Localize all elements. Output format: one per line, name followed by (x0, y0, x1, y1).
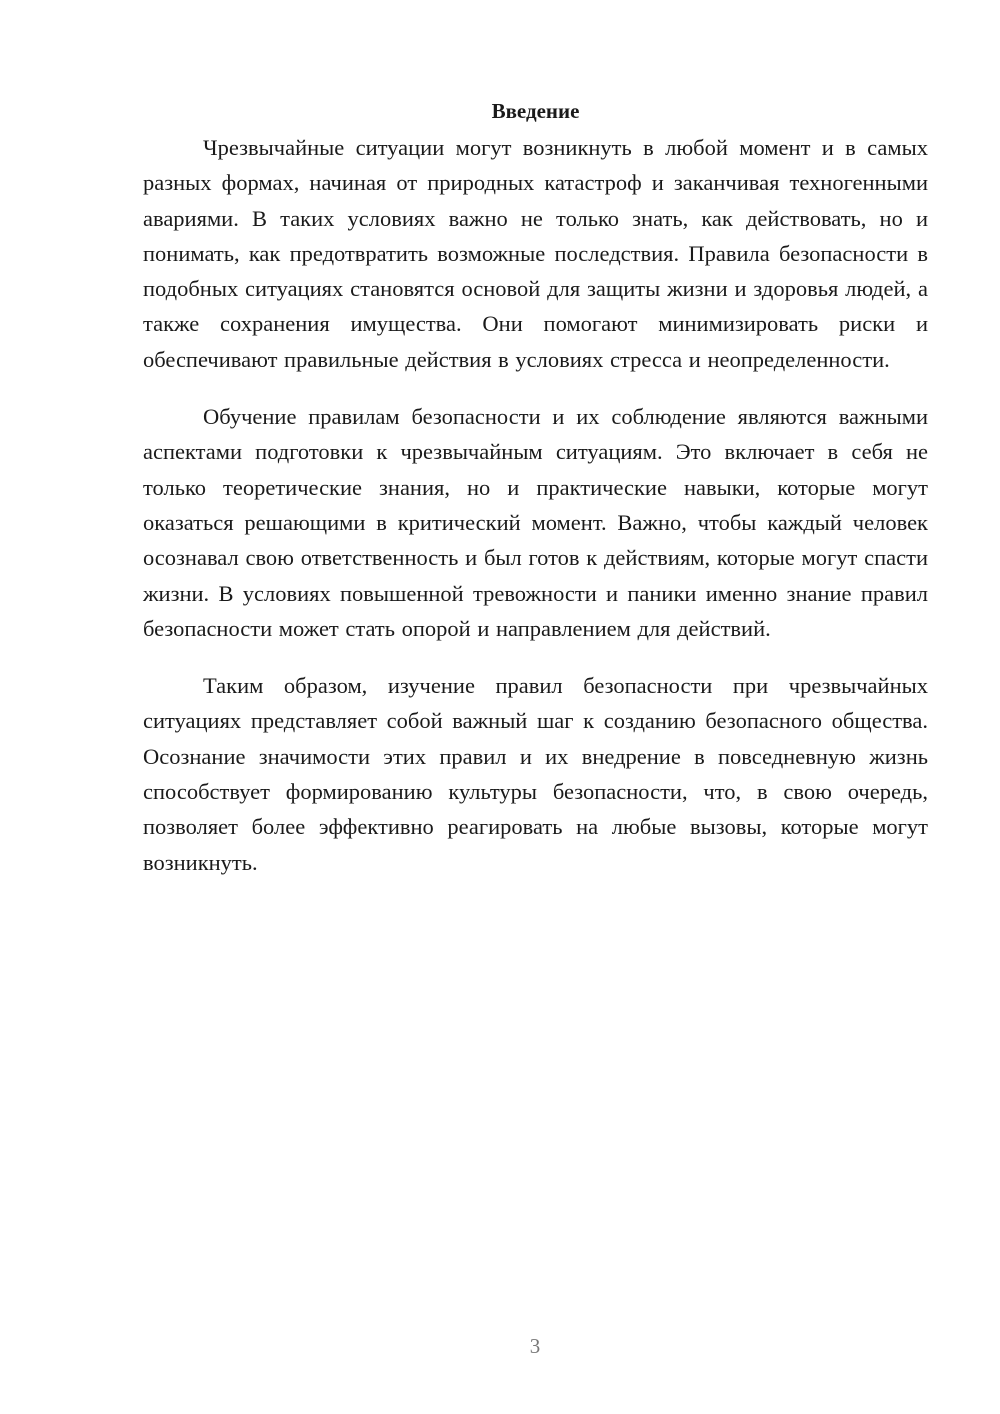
page-content (143, 96, 928, 902)
paragraph-2: Обучение правилам безопасности и их соблюдение являются важными аспектами подготовки к чрезвычайным ситуациям. Это включает в себя не только теоретические знания, но и практические навыки, которые могут оказаться решающими в критический момент. Важно, чтобы каждый человек осознавал свою ответственность и был готов к действиям, которые могут спасти жизни. В условиях повышенной тревожности и паники именно знание правил безопасности может стать опорой и направлением для действий. (143, 404, 928, 641)
paragraph-1: Чрезвычайные ситуации могут возникнуть в любой момент и в самых разных формах, начиная от природных катастроф и заканчивая техногенными авариями. В таких условиях важно не только знать, как действовать, но и понимать, как предотвратить возможные последствия. Правила безопасности в подобных ситуациях становятся основой для защиты жизни и здоровья людей, а также сохранения имущества. Они помогают минимизировать риски и обеспечивают правильные действия в условиях стресса и неопределенности. (143, 135, 928, 372)
paragraph-3: Таким образом, изучение правил безопасности при чрезвычайных ситуациях представляет собой важный шаг к созданию безопасного общества. Осознание значимости этих правил и их внедрение в повседневную жизнь способствует формированию культуры безопасности, что, в свою очередь, позволяет более эффективно реагировать на любые вызовы, которые могут возникнуть. (143, 673, 928, 875)
section-title: Введение (491, 99, 580, 123)
page-number: 3 (529, 1334, 541, 1358)
